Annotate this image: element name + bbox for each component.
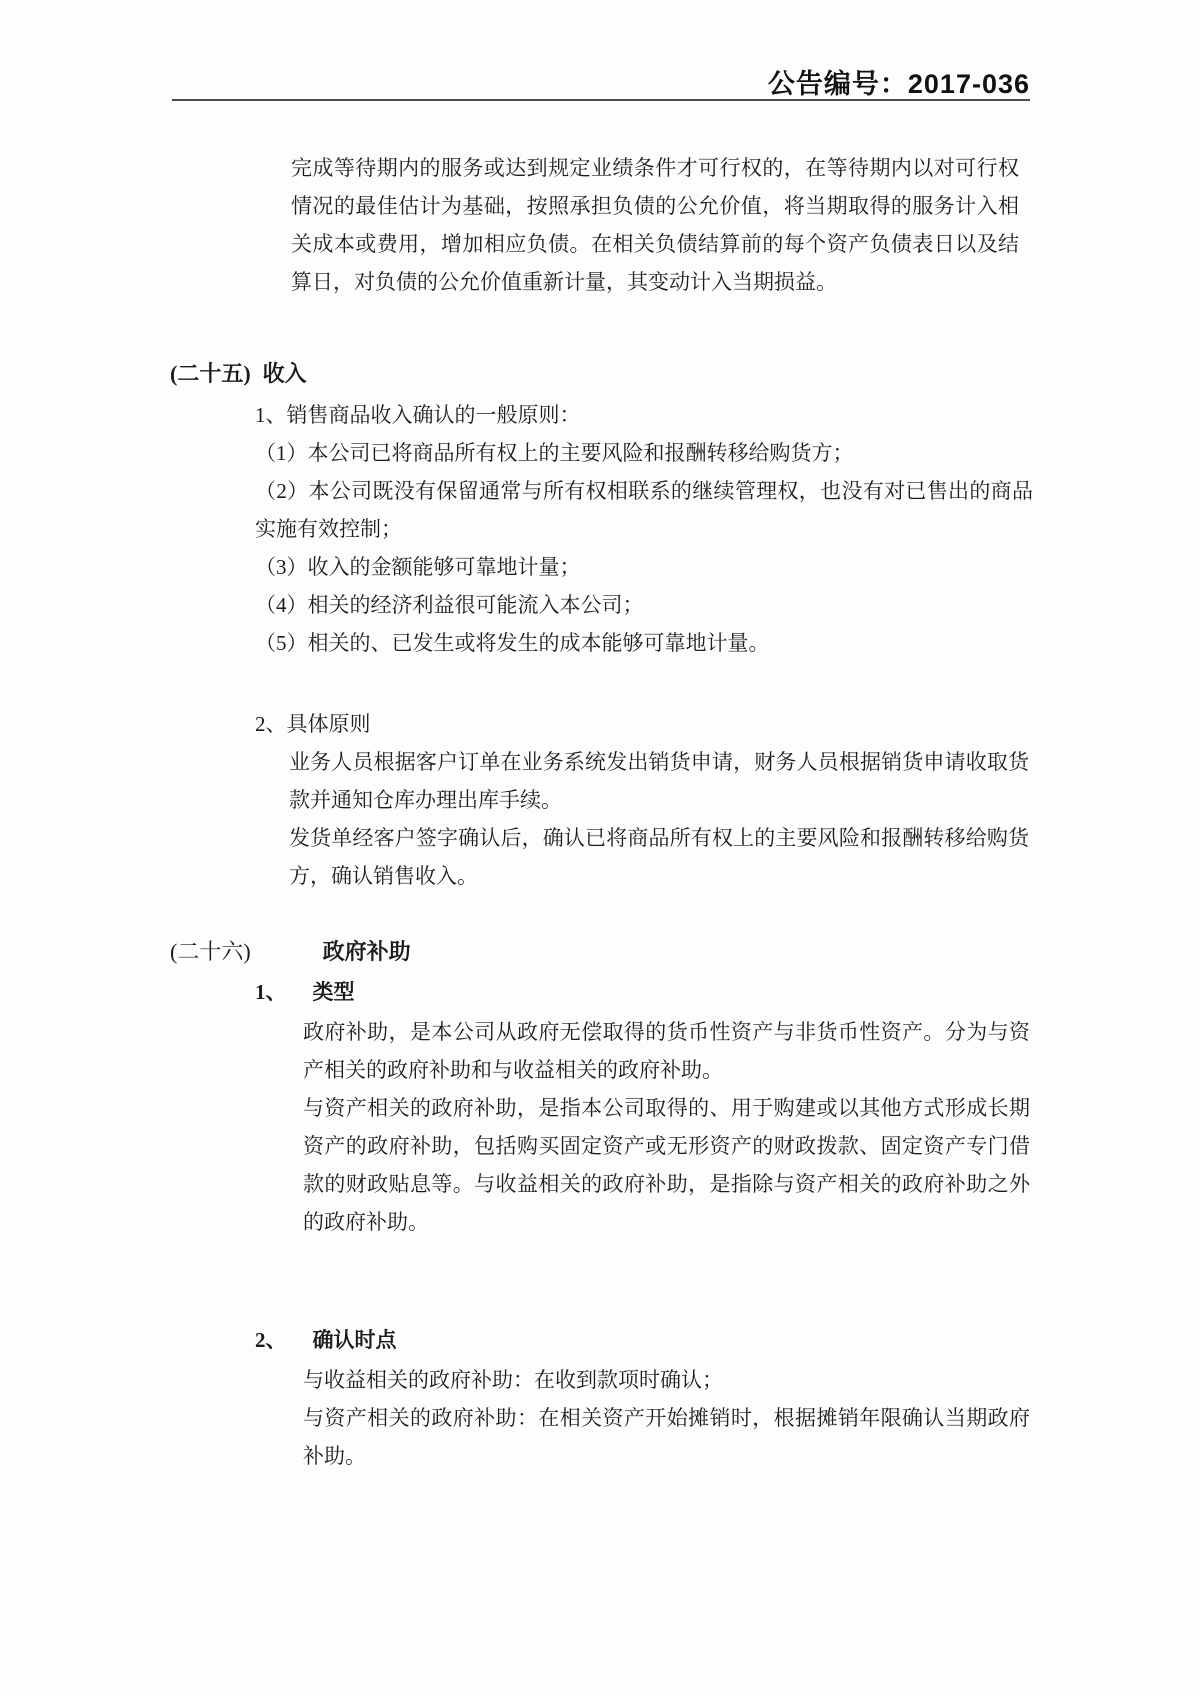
revenue-principle-item: （4）相关的经济利益很可能流入本公司；	[255, 593, 644, 617]
specific-principles-paragraph: 发货单经客户签字确认后，确认已将商品所有权上的主要风险和报酬转移给购货方，确认销售收入。	[289, 826, 1029, 888]
specific-principles-heading: 2、具体原则	[255, 712, 371, 736]
announcement-number: 公告编号：2017-036	[767, 69, 1030, 99]
revenue-general-principles-heading: 1、销售商品收入确认的一般原则：	[255, 403, 581, 427]
section-26-heading	[170, 933, 411, 971]
revenue-principle-item: （2）本公司既没有保留通常与所有权相联系的继续管理权，也没有对已售出的商品实施有效控制；	[255, 479, 1033, 541]
section-26-title: 政府补助	[322, 939, 411, 964]
section-25-heading	[170, 355, 307, 393]
section-25-number: (二十五)	[170, 361, 251, 386]
revenue-principles-list	[255, 396, 1033, 662]
subsidy-type-paragraph: 政府补助，是本公司从政府无偿取得的货币性资产与非货币性资产。分为与资产相关的政府补助和与收益相关的政府补助。	[303, 1020, 1030, 1082]
subsidy-type-number: 1、	[255, 980, 287, 1004]
revenue-principle-item: （1）本公司已将商品所有权上的主要风险和报酬转移给购货方；	[255, 441, 854, 465]
subsidy-recognition-title: 确认时点	[312, 1329, 397, 1352]
section-26-number: (二十六)	[170, 939, 251, 964]
subsidy-recognition-paragraph: 与资产相关的政府补助：在相关资产开始摊销时，根据摊销年限确认当期政府补助。	[303, 1406, 1030, 1468]
specific-principles-paragraphs	[289, 743, 1029, 895]
subsidy-type-paragraphs	[303, 1013, 1030, 1241]
header-rule	[172, 99, 1030, 101]
subsidy-recognition-heading	[255, 1321, 397, 1360]
subsidy-recognition-paragraph: 与收益相关的政府补助：在收到款项时确认；	[303, 1368, 723, 1392]
specific-principles-paragraph: 业务人员根据客户订单在业务系统发出销货申请，财务人员根据销货申请收取货款并通知仓库办理出库手续。	[289, 750, 1029, 812]
subsidy-recognition-paragraphs	[303, 1361, 1030, 1475]
subsidy-recognition-number: 2、	[255, 1328, 287, 1352]
intro-paragraph: 完成等待期内的服务或达到规定业绩条件才可行权的，在等待期内以对可行权情况的最佳估计为基础，按照承担负债的公允价值，将当期取得的服务计入相关成本或费用，增加相应负债。在相关负债结算前的每个资产负债表日以及结算日，对负债的公允价值重新计量，其变动计入当期损益。	[291, 156, 1019, 294]
revenue-principle-item: （5）相关的、已发生或将发生的成本能够可靠地计量。	[255, 631, 770, 655]
subsidy-type-heading	[255, 973, 355, 1012]
subsidy-type-paragraph: 与资产相关的政府补助，是指本公司取得的、用于购建或以其他方式形成长期资产的政府补助，包括购买固定资产或无形资产的财政拨款、固定资产专门借款的财政贴息等。与收益相关的政府补助，是指除与资产相关的政府补助之外的政府补助。	[303, 1096, 1030, 1234]
subsidy-type-title: 类型	[312, 981, 355, 1004]
section-25-title: 收入	[262, 361, 307, 386]
revenue-principle-item: （3）收入的金额能够可靠地计量；	[255, 555, 581, 579]
